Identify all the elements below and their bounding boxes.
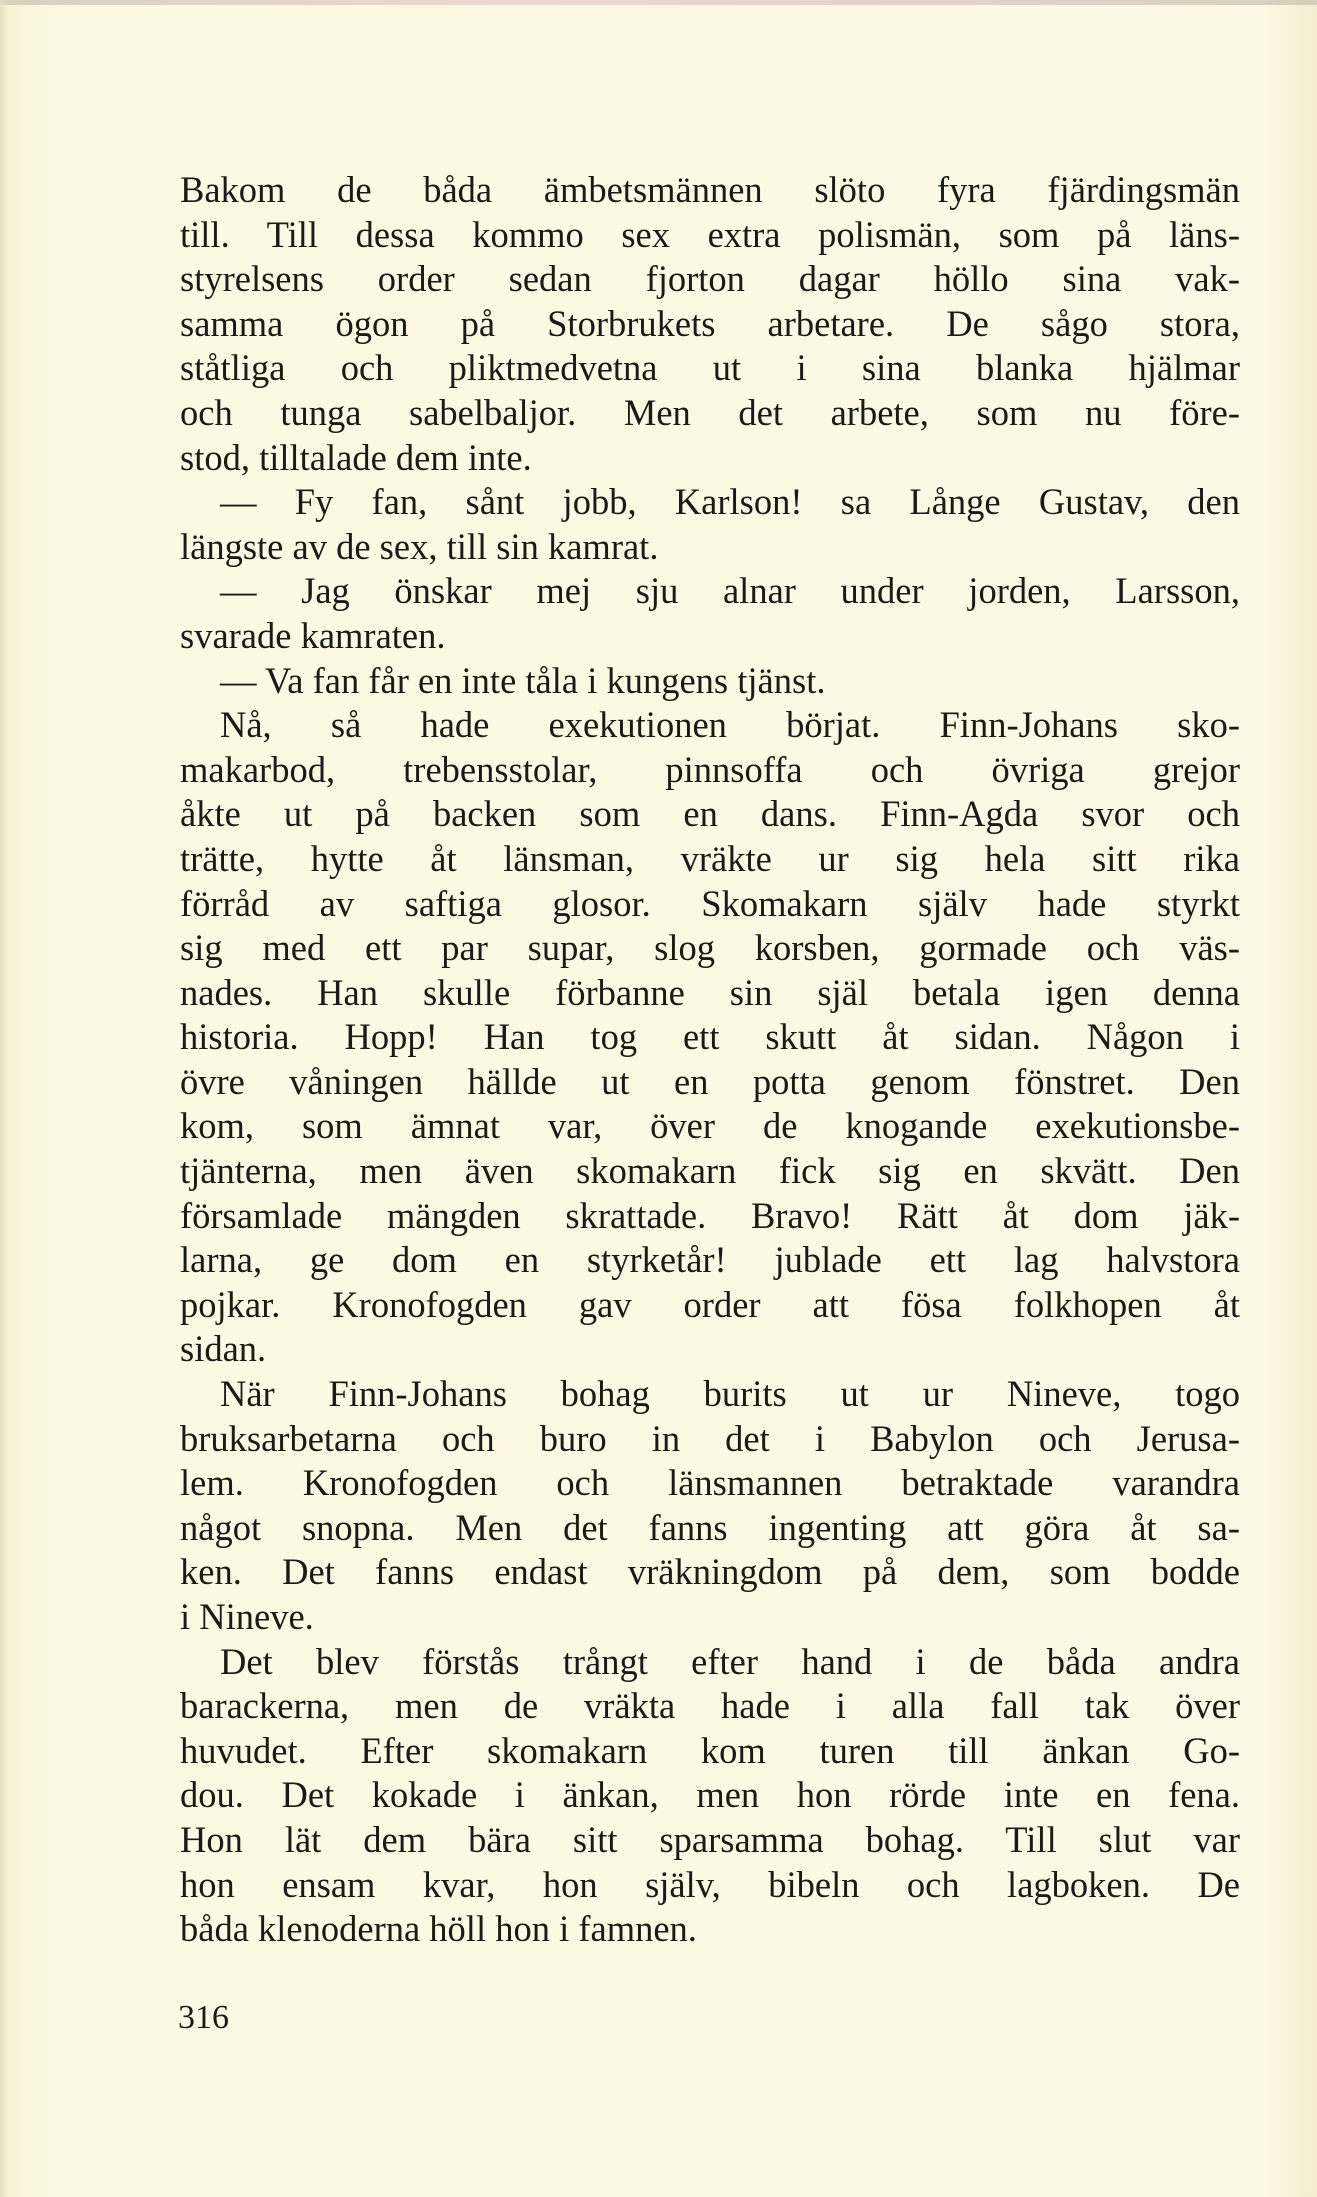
text-line: ken. Det fanns endast vräkningdom på dem, som bodde <box>180 1551 1240 1593</box>
text-line: förråd av saftiga glosor. Skomakarn själv hade styrkt <box>180 882 1240 924</box>
text-line: sidan. <box>180 1328 267 1370</box>
text-line: När Finn-Johans bohag burits ut ur Nineve, togo <box>220 1373 1240 1415</box>
text-line: bruksarbetarna och buro in det i Babylon och Jerusa- <box>180 1417 1240 1459</box>
text-line: huvudet. Efter skomakarn kom turen till änkan Go- <box>180 1729 1240 1771</box>
text-line: svarade kamraten. <box>180 614 446 656</box>
text-line: Bakom de båda ämbetsmännen slöto fyra fjärdingsmän <box>180 169 1240 210</box>
page-left-edge <box>0 0 8 2197</box>
text-line: barackerna, men de vräkta hade i alla fall tak över <box>180 1685 1240 1727</box>
text-line: till. Till dessa kommo sex extra polismän, som på läns- <box>180 213 1240 255</box>
body-text <box>180 168 1240 1952</box>
text-line: ståtliga och pliktmedvetna ut i sina blanka hjälmar <box>180 347 1240 389</box>
text-line: båda klenoderna höll hon i famnen. <box>180 1908 697 1950</box>
text-line: sig med ett par supar, slog korsben, gormade och väs- <box>180 927 1240 969</box>
text-line: Nå, så hade exekutionen börjat. Finn-Johans sko- <box>220 704 1240 746</box>
text-line: längste av de sex, till sin kamrat. <box>180 525 659 567</box>
text-line: larna, ge dom en styrketår! jublade ett lag halvstora <box>180 1239 1240 1281</box>
text-line: nades. Han skulle förbanne sin själ betala igen denna <box>180 971 1240 1013</box>
text-line: Det blev förstås trångt efter hand i de båda andra <box>220 1640 1240 1682</box>
text-line: kom, som ämnat var, över de knogande exekutionsbe- <box>180 1105 1240 1147</box>
text-line: dou. Det kokade i änkan, men hon rörde inte en fena. <box>180 1774 1240 1816</box>
text-line: trätte, hytte åt länsman, vräkte ur sig hela sitt rika <box>180 837 1240 879</box>
text-line: samma ögon på Storbrukets arbetare. De sågo stora, <box>180 302 1240 344</box>
text-line: övre våningen hällde ut en potta genom fönstret. Den <box>180 1060 1240 1102</box>
text-line: lem. Kronofogden och länsmannen betraktade varandra <box>180 1462 1240 1504</box>
text-line: styrelsens order sedan fjorton dagar höllo sina vak- <box>180 258 1240 300</box>
text-line: — Jag önskar mej sju alnar under jorden, Larsson, <box>220 570 1240 612</box>
text-line: — Fy fan, sånt jobb, Karlson! sa Långe Gustav, den <box>220 481 1240 523</box>
text-line: församlade mängden skrattade. Bravo! Rätt åt dom jäk- <box>180 1194 1240 1236</box>
text-line: åkte ut på backen som en dans. Finn-Agda svor och <box>180 793 1240 835</box>
text-line: tjänterna, men även skomakarn fick sig en skvätt. Den <box>180 1150 1240 1192</box>
page-number: 316 <box>178 1999 229 2036</box>
text-line: — Va fan får en inte tåla i kungens tjänst. <box>220 659 826 701</box>
text-line: stod, tilltalade dem inte. <box>180 436 532 478</box>
text-line: hon ensam kvar, hon själv, bibeln och lagboken. De <box>180 1863 1240 1905</box>
text-line: och tunga sabelbaljor. Men det arbete, som nu före- <box>180 391 1240 433</box>
text-line: pojkar. Kronofogden gav order att fösa folkhopen åt <box>180 1283 1240 1325</box>
text-line: historia. Hopp! Han tog ett skutt åt sidan. Någon i <box>180 1016 1240 1058</box>
text-line: makarbod, trebensstolar, pinnsoffa och övriga grejor <box>180 748 1240 790</box>
text-line: något snopna. Men det fanns ingenting att göra åt sa- <box>180 1506 1240 1548</box>
page-top-edge <box>0 0 1317 5</box>
text-line: i Nineve. <box>180 1596 314 1637</box>
text-line: Hon lät dem bära sitt sparsamma bohag. Till slut var <box>180 1818 1240 1860</box>
